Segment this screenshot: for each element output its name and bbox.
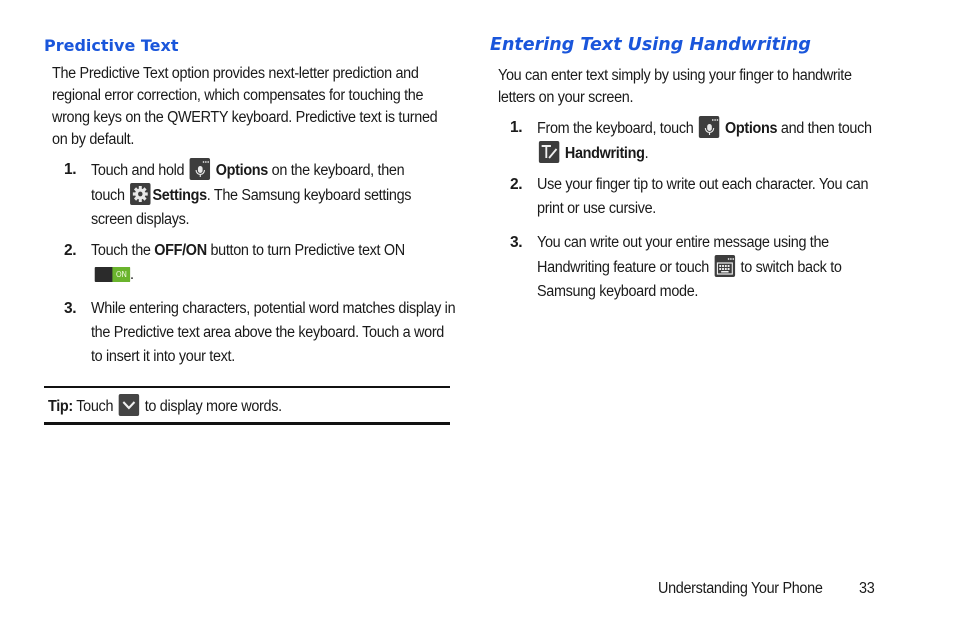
step-text: From the keyboard, touch	[537, 120, 694, 137]
chevron-down-icon	[119, 394, 139, 416]
step-text: Use your finger tip to write out each character. You can print or use cursive.	[537, 176, 869, 217]
handwriting-label: Handwriting	[564, 145, 645, 162]
step-number: 1.	[64, 161, 77, 178]
step-text: Touch the	[91, 242, 151, 259]
step-text: and then touch	[780, 120, 872, 137]
step-text: to switch back to Samsung keyboard mode.	[537, 259, 842, 300]
settings-gear-icon	[130, 183, 150, 205]
footer-section-title: Understanding Your Phone	[658, 580, 823, 597]
handwriting-heading: Entering Text Using Handwriting	[490, 35, 811, 55]
step-text: on the keyboard, then touch	[91, 162, 405, 204]
step-text: Touch and hold	[91, 162, 185, 179]
tip-text-start: Touch	[76, 398, 114, 415]
handwriting-intro: You can enter text simply by using your finger to handwrite letters on your screen.	[498, 67, 852, 106]
options-label: Options	[215, 162, 268, 179]
options-mic-icon	[190, 158, 210, 180]
handwriting-icon	[539, 141, 559, 163]
tip-text-end: to display more words.	[144, 398, 282, 415]
tip-label: Tip:	[48, 398, 73, 415]
step-number: 1.	[510, 119, 523, 136]
page-number: 33	[859, 580, 875, 597]
step-number: 3.	[510, 234, 523, 251]
step-number: 2.	[64, 242, 77, 259]
toggle-on-label: ON	[112, 267, 130, 282]
step-number: 2.	[510, 176, 523, 193]
step-text: button to turn Predictive text ON	[210, 242, 405, 259]
step-text: .	[644, 145, 649, 162]
on-off-toggle-icon	[95, 267, 130, 282]
keyboard-icon	[715, 255, 735, 277]
tip-box	[44, 386, 450, 425]
off-on-label: OFF/ON	[154, 242, 207, 259]
step-text: .	[130, 266, 134, 283]
step-text: You can write out your entire message using the Handwriting feature or touch	[537, 234, 829, 276]
tip-text	[48, 394, 282, 418]
step-text: . The Samsung keyboard settings screen displays.	[91, 187, 412, 228]
settings-label: Settings	[152, 187, 207, 204]
step-text: While entering characters, potential word matches display in the Predictive text area above the keyboard. Touch a word to insert it into your text.	[91, 300, 456, 365]
predictive-text-intro: The Predictive Text option provides next-letter prediction and regional error correction, which compensates for touching the wrong keys on the QWERTY keyboard. Predictive text is turned on by default.	[52, 65, 438, 148]
options-mic-icon	[699, 116, 719, 138]
options-label: Options	[725, 120, 778, 137]
step-number: 3.	[64, 300, 77, 317]
predictive-text-heading: Predictive Text	[44, 36, 179, 55]
